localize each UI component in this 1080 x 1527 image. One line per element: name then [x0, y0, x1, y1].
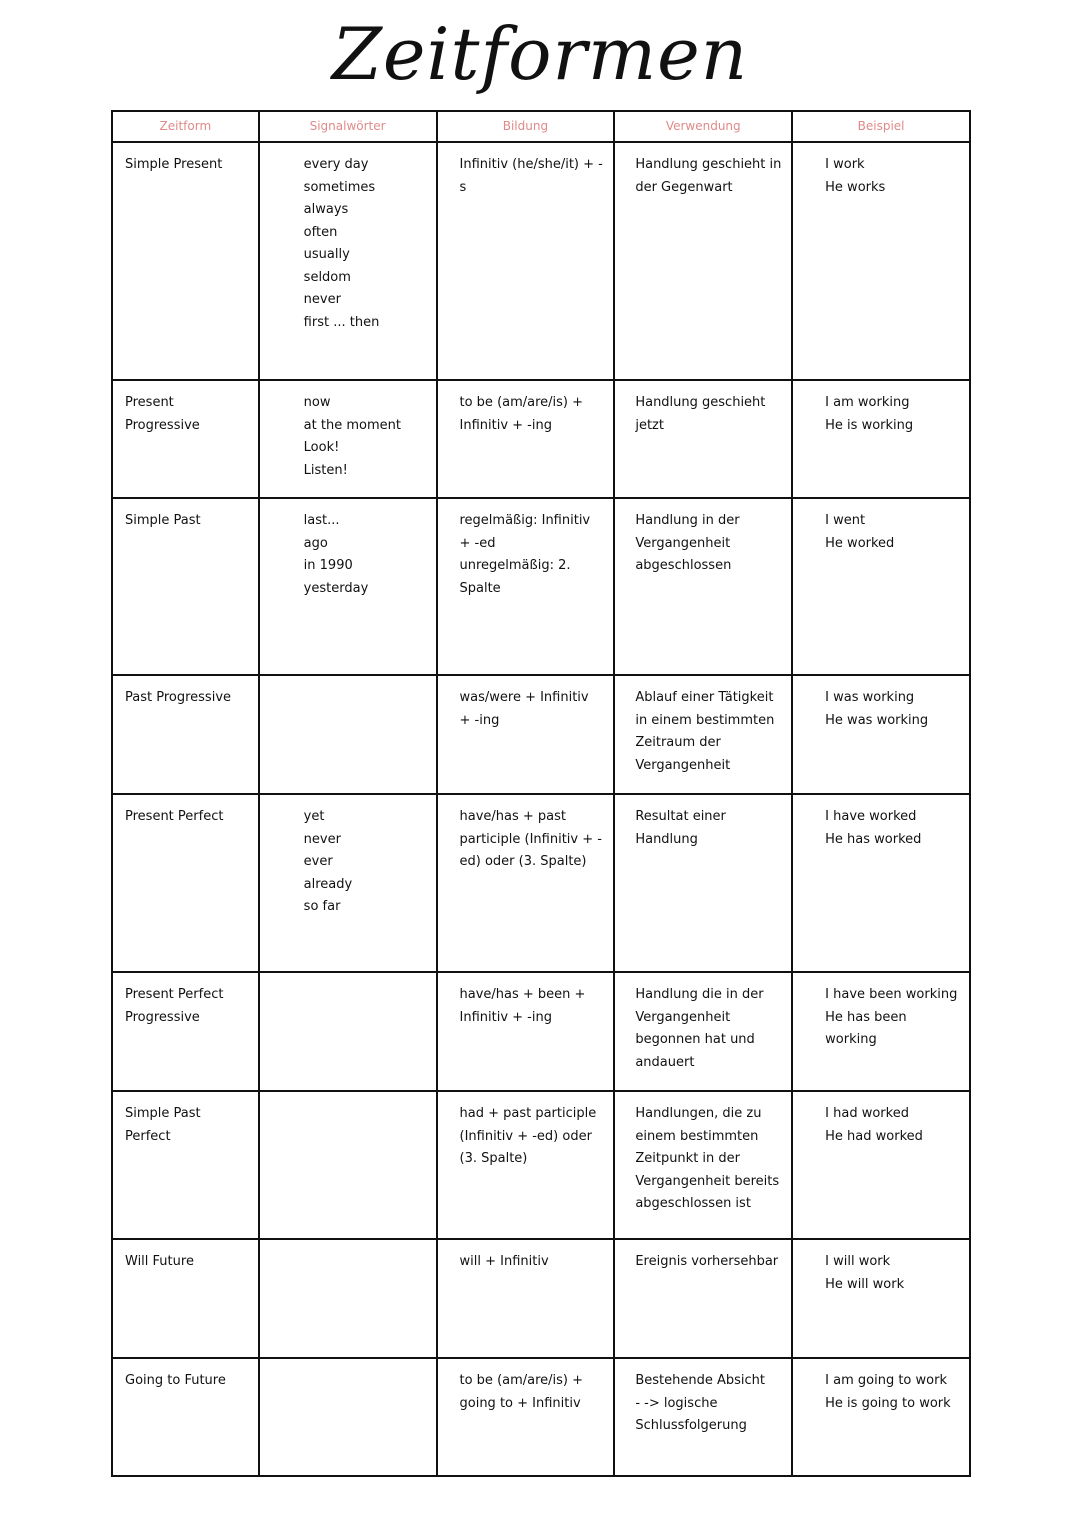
signalwoerter-cell-item: ever [303, 854, 333, 869]
beispiel-cell-item: I will work [825, 1254, 891, 1269]
signalwoerter-cell-list [260, 499, 436, 608]
beispiel-cell-item: I was working [825, 690, 915, 705]
verwendung-cell-text: Handlung geschieht in der Gegenwart [635, 157, 782, 195]
bildung-cell-text: have/has + been + Infinitiv + -ing [459, 987, 586, 1025]
verwendung-cell-text: Resultat einer Handlung [635, 809, 726, 847]
beispiel-cell-item: He has been working [825, 1009, 907, 1047]
signalwoerter-cell [259, 1091, 437, 1239]
beispiel-cell-item: He worked [825, 535, 895, 551]
beispiel-cell-list [793, 795, 969, 859]
zeitform-cell [112, 1239, 259, 1358]
signalwoerter-cell-item: already [303, 876, 353, 892]
signalwoerter-cell-item: last... [303, 513, 340, 528]
bildung-cell-text: was/were + Infinitiv + -ing [459, 690, 589, 728]
bildung-cell [437, 675, 615, 794]
header-row [112, 111, 970, 142]
bildung-cell [437, 498, 615, 675]
bildung-cell-text: to be (am/are/is) + going to + Infinitiv [459, 1373, 584, 1411]
signalwoerter-cell-list [260, 676, 436, 695]
verwendung-cell [614, 498, 792, 675]
table-body [112, 142, 970, 1476]
signalwoerter-cell-item: first ... then [303, 314, 380, 330]
verwendung-cell-text: Handlungen, die zu einem bestimmten Zeitpunkt in der Vergangenheit bereits abgeschlossen ist [635, 1106, 780, 1211]
signalwoerter-cell [259, 498, 437, 675]
beispiel-cell [792, 498, 970, 675]
table-row [112, 675, 970, 794]
table-row [112, 142, 970, 380]
zeitform-cell-text: Simple Past Perfect [125, 1106, 201, 1144]
verwendung-cell [614, 380, 792, 498]
zeitform-cell-text: Will Future [125, 1254, 194, 1269]
verwendung-cell [614, 1091, 792, 1239]
signalwoerter-cell-item: now [303, 395, 331, 410]
zeitform-cell-text: Past Progressive [125, 690, 232, 705]
signalwoerter-cell-list [260, 1240, 436, 1259]
signalwoerter-cell-item: so far [303, 899, 341, 914]
signalwoerter-cell [259, 1358, 437, 1476]
verwendung-cell-text: Bestehende Absicht - -> logische Schlussfolgerung [635, 1373, 765, 1433]
header-bildung: Bildung [437, 111, 615, 142]
signalwoerter-cell [259, 972, 437, 1091]
bildung-cell-text: Infinitiv (he/she/it) + -s [459, 157, 603, 195]
page-title: Zeitformen [331, 12, 749, 96]
tenses-table [111, 110, 971, 1477]
beispiel-cell-list [793, 499, 969, 563]
zeitform-cell-text: Simple Past [125, 513, 201, 528]
zeitform-cell [112, 1358, 259, 1476]
beispiel-cell-item: I have been working [825, 987, 958, 1002]
table-row [112, 1091, 970, 1239]
verwendung-cell [614, 142, 792, 380]
zeitform-cell-text: Simple Present [125, 157, 223, 172]
zeitform-cell [112, 675, 259, 794]
verwendung-cell-text: Handlung die in der Vergangenheit begonnen hat und andauert [635, 987, 764, 1070]
bildung-cell [437, 794, 615, 972]
zeitform-cell-text: Present Perfect Progressive [125, 987, 224, 1025]
signalwoerter-cell-item: never [303, 292, 341, 307]
header-zeitform: Zeitform [112, 111, 259, 142]
signalwoerter-cell-item: at the moment [303, 417, 401, 433]
signalwoerter-cell [259, 675, 437, 794]
bildung-cell [437, 972, 615, 1091]
signalwoerter-cell-item: sometimes [303, 179, 376, 195]
bildung-cell-text: will + Infinitiv [459, 1254, 549, 1269]
table-row [112, 794, 970, 972]
zeitform-cell-text: Present Perfect [125, 809, 224, 824]
signalwoerter-cell-list [260, 973, 436, 992]
signalwoerter-cell [259, 142, 437, 380]
beispiel-cell [792, 794, 970, 972]
bildung-cell [437, 1091, 615, 1239]
table-row [112, 1239, 970, 1358]
beispiel-cell-item: He is working [825, 417, 914, 433]
verwendung-cell-text: Ereignis vorhersehbar [635, 1254, 779, 1269]
beispiel-cell-item: He will work [825, 1276, 905, 1292]
bildung-cell [437, 1239, 615, 1358]
header-beispiel: Beispiel [792, 111, 970, 142]
header-verwendung: Verwendung [614, 111, 792, 142]
verwendung-cell [614, 794, 792, 972]
signalwoerter-cell-item: every day [303, 157, 369, 172]
table-row [112, 972, 970, 1091]
zeitform-cell [112, 380, 259, 498]
zeitform-cell [112, 1091, 259, 1239]
beispiel-cell-item: He is going to work [825, 1395, 951, 1411]
beispiel-cell-list [793, 1359, 969, 1423]
bildung-cell [437, 380, 615, 498]
bildung-cell-text: have/has + past participle (Infinitiv + -ed) oder (3. Spalte) [459, 809, 602, 869]
beispiel-cell-list [793, 143, 969, 207]
beispiel-cell-item: I went [825, 513, 866, 528]
signalwoerter-cell-item: ago [303, 535, 328, 551]
beispiel-cell [792, 1091, 970, 1239]
signalwoerter-cell-item: usually [303, 247, 350, 262]
signalwoerter-cell-list [260, 381, 436, 490]
beispiel-cell-item: I am going to work [825, 1373, 947, 1388]
signalwoerter-cell-item: in 1990 [303, 558, 353, 573]
verwendung-cell-text: Handlung geschieht jetzt [635, 395, 766, 433]
verwendung-cell [614, 1239, 792, 1358]
bildung-cell-text: regelmäßig: Infinitiv + -ed unregelmäßig: 2. Spalte [459, 513, 591, 596]
beispiel-cell-list [793, 1240, 969, 1304]
zeitform-cell-text: Present Progressive [125, 395, 200, 433]
zeitform-cell-text: Going to Future [125, 1373, 226, 1388]
signalwoerter-cell-list [260, 1359, 436, 1378]
beispiel-cell [792, 675, 970, 794]
signalwoerter-cell-item: always [303, 202, 349, 217]
signalwoerter-cell-list [260, 795, 436, 927]
signalwoerter-cell [259, 1239, 437, 1358]
beispiel-cell [792, 972, 970, 1091]
signalwoerter-cell-item: Listen! [303, 462, 348, 478]
bildung-cell [437, 1358, 615, 1476]
verwendung-cell-text: Handlung in der Vergangenheit abgeschlossen [635, 513, 740, 573]
beispiel-cell-item: He had worked [825, 1128, 923, 1144]
bildung-cell-text: to be (am/are/is) + Infinitiv + -ing [459, 395, 584, 433]
bildung-cell-text: had + past participle (Infinitiv + -ed) oder (3. Spalte) [459, 1106, 597, 1166]
beispiel-cell-list [793, 1092, 969, 1156]
verwendung-cell-text: Ablauf einer Tätigkeit in einem bestimmten Zeitraum der Vergangenheit [635, 690, 775, 773]
signalwoerter-cell [259, 380, 437, 498]
signalwoerter-cell-item: Look! [303, 440, 340, 455]
verwendung-cell [614, 675, 792, 794]
beispiel-cell-item: He was working [825, 712, 929, 728]
signalwoerter-cell-item: seldom [303, 269, 351, 285]
zeitform-cell [112, 142, 259, 380]
table-row [112, 380, 970, 498]
table-row [112, 498, 970, 675]
beispiel-cell-item: I work [825, 157, 865, 172]
beispiel-cell-item: He works [825, 179, 886, 195]
bildung-cell [437, 142, 615, 380]
beispiel-cell-item: I had worked [825, 1106, 909, 1121]
verwendung-cell [614, 972, 792, 1091]
signalwoerter-cell-item: often [303, 224, 338, 240]
signalwoerter-cell-item: yet [303, 809, 325, 824]
beispiel-cell-list [793, 973, 969, 1060]
beispiel-cell [792, 380, 970, 498]
beispiel-cell-item: I am working [825, 395, 910, 410]
zeitform-cell [112, 794, 259, 972]
beispiel-cell-item: I have worked [825, 809, 917, 824]
beispiel-cell [792, 1239, 970, 1358]
zeitform-cell [112, 498, 259, 675]
header-signalwoerter: Signalwörter [259, 111, 437, 142]
beispiel-cell-list [793, 676, 969, 740]
beispiel-cell [792, 142, 970, 380]
zeitform-cell [112, 972, 259, 1091]
verwendung-cell [614, 1358, 792, 1476]
signalwoerter-cell-list [260, 1092, 436, 1111]
signalwoerter-cell [259, 794, 437, 972]
signalwoerter-cell-item: never [303, 831, 341, 847]
beispiel-cell-item: He has worked [825, 831, 922, 847]
beispiel-cell [792, 1358, 970, 1476]
beispiel-cell-list [793, 381, 969, 445]
signalwoerter-cell-item: yesterday [303, 580, 369, 596]
table-row [112, 1358, 970, 1476]
signalwoerter-cell-list [260, 143, 436, 342]
